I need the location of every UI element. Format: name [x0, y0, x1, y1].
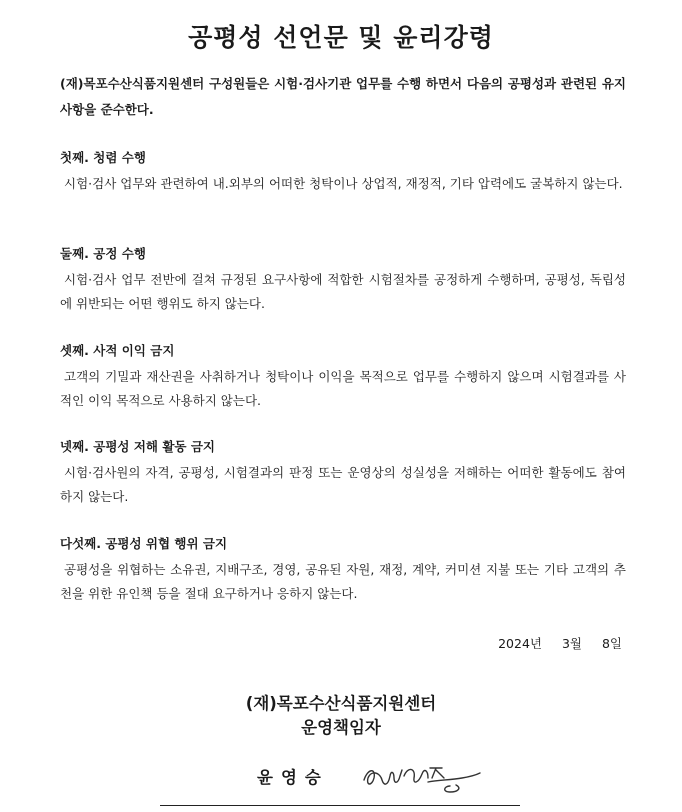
signer-name: 윤영승	[257, 768, 329, 787]
section-body: 고객의 기밀과 재산권을 사취하거나 청탁이나 이익을 목적으로 업무를 수행하지 않으며 시험결과를 사적인 이익 목적으로 사용하지 않는다.	[60, 369, 626, 408]
intro-paragraph: (재)목포수산식품지원센터 구성원들은 시험·검사기관 업무를 수행 하면서 다음의 공평성과 관련된 유지사항을 준수한다.	[60, 76, 626, 117]
section-heading: 다섯째. 공평성 위협 행위 금지	[60, 536, 228, 551]
section-heading: 넷째. 공평성 저해 활동 금지	[60, 439, 215, 454]
organization-name: (재)목포수산식품지원센터	[245, 694, 437, 713]
bottom-divider	[160, 805, 520, 806]
section-4	[60, 437, 626, 509]
declaration-date: 2024년 3월 8일	[498, 636, 622, 651]
section-5	[60, 534, 626, 606]
signer-role: 운영책임자	[301, 718, 381, 737]
section-3	[60, 341, 626, 413]
section-heading: 첫째. 청렴 수행	[60, 150, 146, 165]
section-body: 공평성을 위협하는 소유권, 지배구조, 경영, 공유된 자원, 재정, 계약, 커미션 지불 또는 기타 고객의 추천을 위한 유인책 등을 절대 요구하거나 응하지 않는다.	[60, 562, 626, 601]
section-1	[60, 148, 626, 196]
section-body: 시험·검사 업무 전반에 걸쳐 규정된 요구사항에 적합한 시험절차를 공정하게 수행하며, 공평성, 독립성에 위반되는 어떤 행위도 하지 않는다.	[60, 272, 626, 311]
handwritten-signature	[358, 756, 488, 796]
document-title: 공평성 선언문 및 윤리강령	[188, 23, 494, 52]
section-heading: 둘째. 공정 수행	[60, 246, 146, 261]
section-heading: 셋째. 사적 이익 금지	[60, 343, 175, 358]
section-2	[60, 244, 626, 316]
section-body: 시험·검사 업무와 관련하여 내.외부의 어떠한 청탁이나 상업적, 재정적, 기타 압력에도 굴복하지 않는다.	[64, 176, 623, 191]
section-body: 시험·검사원의 자격, 공평성, 시험결과의 판정 또는 운영상의 성실성을 저해하는 어떠한 활동에도 참여하지 않는다.	[60, 465, 626, 504]
